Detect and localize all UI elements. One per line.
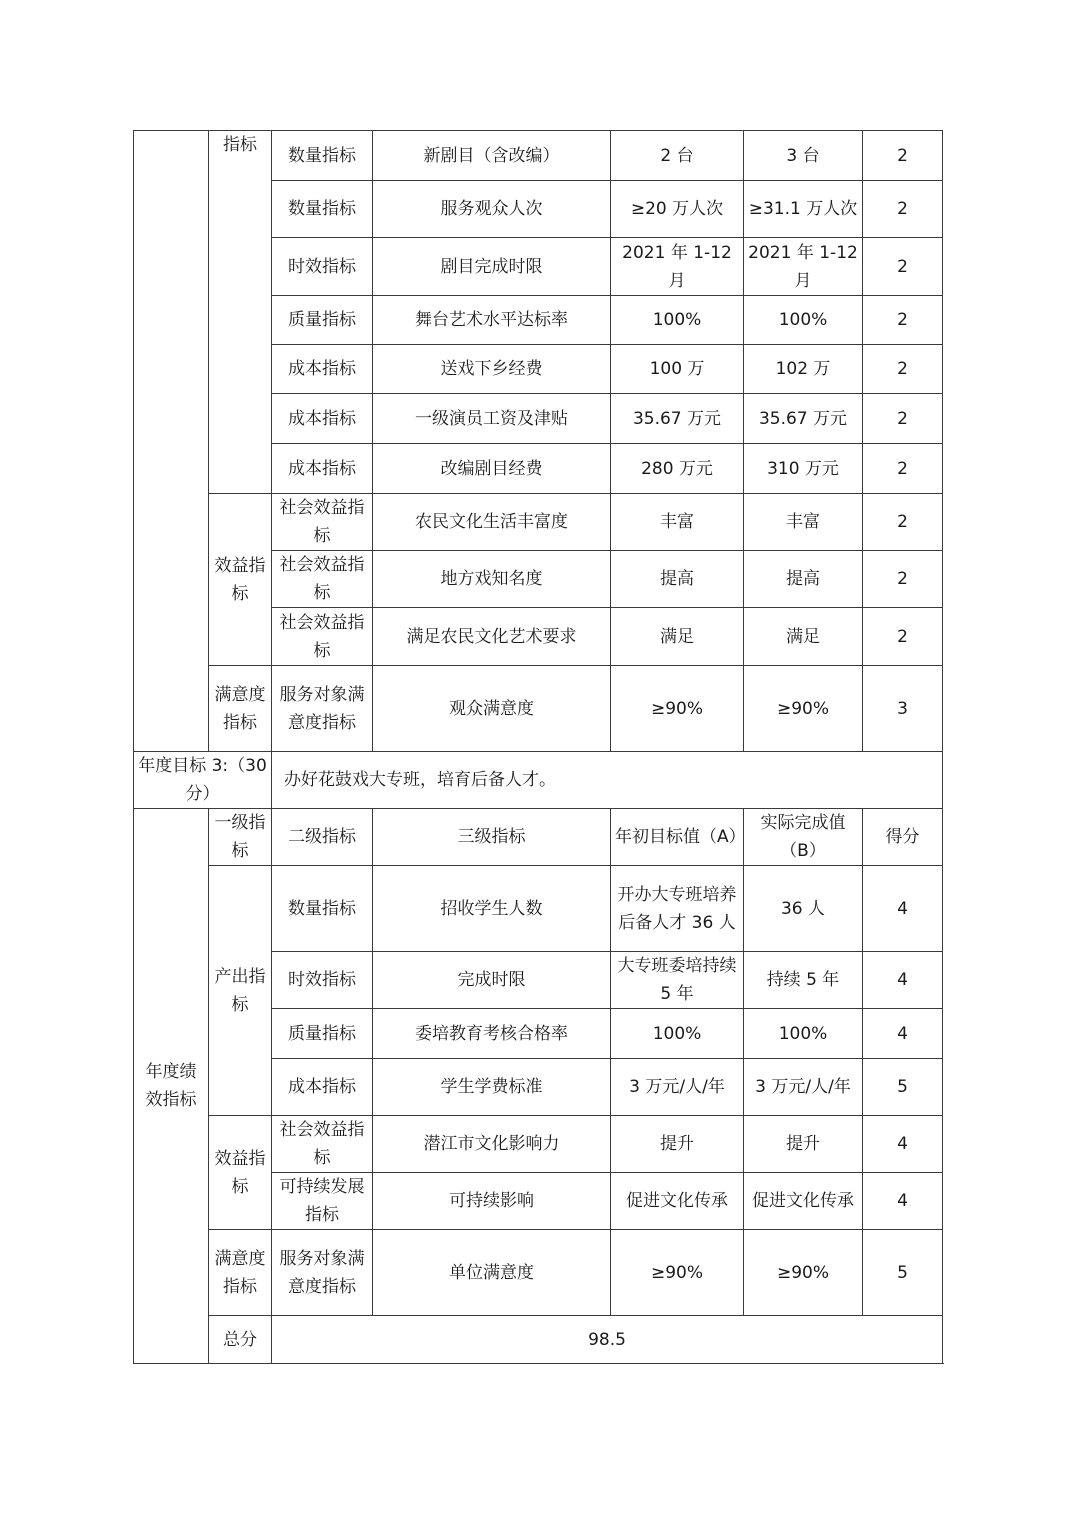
target-value-cell: 大专班委培持续 5 年 [611,952,744,1009]
actual-value-cell: 促进文化传承 [744,1173,863,1230]
output-indicator-cell: 指标 [209,131,272,494]
actual-value-cell: 35.67 万元 [744,394,863,444]
score-cell: 2 [863,181,943,238]
header-first-level: 一级指标 [209,809,272,866]
actual-value-cell: 100% [744,1009,863,1059]
third-level-cell: 可持续影响 [373,1173,611,1230]
third-level-cell: 送戏下乡经费 [373,345,611,394]
score-cell: 2 [863,296,943,345]
target-value-cell: 100% [611,1009,744,1059]
target-value-cell: 2021 年 1-12 月 [611,238,744,296]
actual-value-cell: ≥90% [744,666,863,752]
actual-value-cell: 100% [744,296,863,345]
target-value-cell: 280 万元 [611,444,744,494]
target-value-cell: 满足 [611,608,744,666]
actual-value-cell: 持续 5 年 [744,952,863,1009]
second-level-cell: 数量指标 [272,131,373,181]
score-cell: 2 [863,238,943,296]
score-cell: 4 [863,1116,943,1173]
second-level-cell: 成本指标 [272,1059,373,1116]
actual-value-cell: 丰富 [744,494,863,551]
third-level-cell: 服务观众人次 [373,181,611,238]
score-cell: 3 [863,666,943,752]
target-value-cell: 100% [611,296,744,345]
target-value-cell: 3 万元/人/年 [611,1059,744,1116]
benefit-indicator-cell: 效益指标 [209,494,272,666]
score-cell: 2 [863,394,943,444]
third-level-cell: 观众满意度 [373,666,611,752]
second-level-cell: 质量指标 [272,296,373,345]
actual-value-cell: 310 万元 [744,444,863,494]
second-level-cell: 社会效益指标 [272,608,373,666]
target-value-cell: 提高 [611,551,744,608]
third-level-cell: 地方戏知名度 [373,551,611,608]
third-level-cell: 改编剧目经费 [373,444,611,494]
third-level-cell: 学生学费标准 [373,1059,611,1116]
third-level-cell: 潜江市文化影响力 [373,1116,611,1173]
second-level-cell: 成本指标 [272,444,373,494]
score-cell: 2 [863,444,943,494]
second-level-cell: 服务对象满意度指标 [272,666,373,752]
score-cell: 2 [863,608,943,666]
table-row [134,666,943,752]
third-level-cell: 一级演员工资及津贴 [373,394,611,444]
score-cell: 2 [863,131,943,181]
table-row [134,1116,943,1173]
second-level-cell: 成本指标 [272,345,373,394]
second-level-cell: 社会效益指标 [272,494,373,551]
second-level-cell: 时效指标 [272,238,373,296]
annual-performance-indicator-cell: 年度绩效指标 [134,809,209,1364]
goal-text-cell: 办好花鼓戏大专班，培育后备人才。 [272,752,943,809]
actual-value-cell: 36 人 [744,866,863,952]
header-score: 得分 [863,809,943,866]
output-indicator-cell: 产出指标 [209,866,272,1116]
target-value-cell: 2 台 [611,131,744,181]
target-value-cell: 开办大专班培养后备人才 36 人 [611,866,744,952]
score-cell: 2 [863,345,943,394]
actual-value-cell: 102 万 [744,345,863,394]
header-actual-value: 实际完成值（B） [744,809,863,866]
third-level-cell: 满足农民文化艺术要求 [373,608,611,666]
target-value-cell: ≥90% [611,666,744,752]
third-level-cell: 单位满意度 [373,1230,611,1316]
table-row [134,752,943,809]
third-level-cell: 完成时限 [373,952,611,1009]
performance-table [133,130,943,1364]
third-level-cell: 舞台艺术水平达标率 [373,296,611,345]
score-cell: 2 [863,551,943,608]
table-row [134,131,943,181]
actual-value-cell: 2021 年 1-12 月 [744,238,863,296]
third-level-cell: 招收学生人数 [373,866,611,952]
total-row [134,1316,943,1364]
score-cell: 2 [863,494,943,551]
target-value-cell: 促进文化传承 [611,1173,744,1230]
score-cell: 5 [863,1230,943,1316]
header-second-level: 二级指标 [272,809,373,866]
target-value-cell: 100 万 [611,345,744,394]
second-level-cell: 成本指标 [272,394,373,444]
target-value-cell: 35.67 万元 [611,394,744,444]
score-cell: 4 [863,866,943,952]
header-third-level: 三级指标 [373,809,611,866]
score-cell: 4 [863,1173,943,1230]
satisfaction-indicator-cell: 满意度指标 [209,1230,272,1316]
score-cell: 4 [863,952,943,1009]
goal-label-cell: 年度目标 3:（30 分） [134,752,272,809]
table-row [134,494,943,551]
satisfaction-indicator-cell: 满意度指标 [209,666,272,752]
target-value-cell: ≥90% [611,1230,744,1316]
target-value-cell: 提升 [611,1116,744,1173]
score-cell: 5 [863,1059,943,1116]
total-value-cell: 98.5 [272,1316,943,1364]
second-level-cell: 质量指标 [272,1009,373,1059]
target-value-cell: ≥20 万人次 [611,181,744,238]
second-level-cell: 数量指标 [272,866,373,952]
second-level-cell: 可持续发展指标 [272,1173,373,1230]
third-level-cell: 委培教育考核合格率 [373,1009,611,1059]
header-target-value: 年初目标值（A） [611,809,744,866]
actual-value-cell: 3 台 [744,131,863,181]
actual-value-cell: 3 万元/人/年 [744,1059,863,1116]
actual-value-cell: ≥90% [744,1230,863,1316]
table-row [134,1230,943,1316]
table-row [134,866,943,952]
total-label-cell: 总分 [209,1316,272,1364]
second-level-cell: 数量指标 [272,181,373,238]
table-header-row [134,809,943,866]
score-cell: 4 [863,1009,943,1059]
first-level-blank-cell [134,131,209,752]
actual-value-cell: ≥31.1 万人次 [744,181,863,238]
third-level-cell: 新剧目（含改编） [373,131,611,181]
actual-value-cell: 提高 [744,551,863,608]
actual-value-cell: 满足 [744,608,863,666]
third-level-cell: 农民文化生活丰富度 [373,494,611,551]
third-level-cell: 剧目完成时限 [373,238,611,296]
target-value-cell: 丰富 [611,494,744,551]
second-level-cell: 社会效益指标 [272,551,373,608]
second-level-cell: 服务对象满意度指标 [272,1230,373,1316]
second-level-cell: 时效指标 [272,952,373,1009]
second-level-cell: 社会效益指标 [272,1116,373,1173]
benefit-indicator-cell: 效益指标 [209,1116,272,1230]
actual-value-cell: 提升 [744,1116,863,1173]
